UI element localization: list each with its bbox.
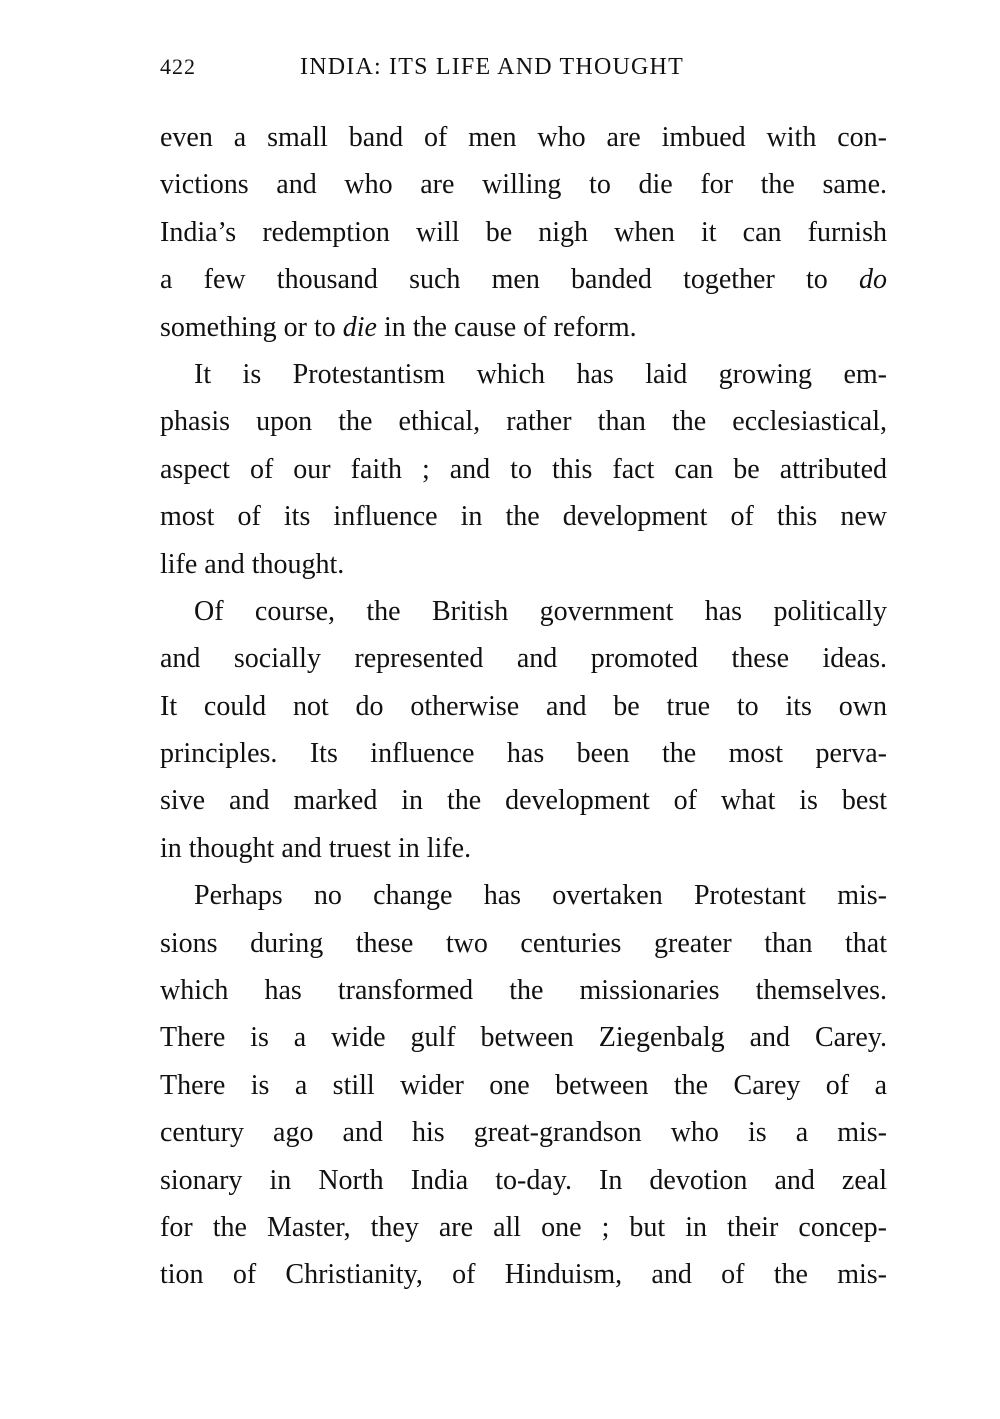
text-line: life and thought. [160,548,345,580]
text-line: a few thousand such men banded together to do [160,264,887,296]
text-line: There is a wide gulf between Ziegenbalg and Carey. [160,1022,887,1054]
paragraph [160,114,887,351]
text-line: There is a still wider one between the Carey of a [160,1069,887,1101]
text-line: and socially represented and promoted these ideas. [160,643,887,675]
paragraph [160,872,887,1299]
text-line: Perhaps no change has overtaken Protestant mis- [194,880,887,912]
text-line: for the Master, they are all one ; but in their concep- [160,1211,887,1243]
text-line: victions and who are willing to die for the same. [160,169,887,201]
text-line: phasis upon the ethical, rather than the ecclesiastical, [160,406,887,438]
text-line: something or to die in the cause of reform. [160,311,637,343]
text-line: It is Protestantism which has laid growing em- [194,358,887,390]
body-text [160,114,887,1299]
text-line: sions during these two centuries greater than that [160,927,887,959]
text-line: even a small band of men who are imbued with con- [160,122,887,153]
paragraph [160,588,887,872]
text-line: It could not do otherwise and be true to its own [160,690,887,722]
emphasis-word: die [342,311,377,343]
emphasis-word: do [859,264,887,296]
text-line: principles. Its influence has been the most perva- [160,738,887,770]
text-line: tion of Christianity, of Hinduism, and of the mis- [160,1259,887,1291]
text-line: aspect of our faith ; and to this fact can be attributed [160,453,887,485]
text-line: which has transformed the missionaries themselves. [160,975,887,1007]
text-line: in thought and truest in life. [160,832,472,864]
text-line: most of its influence in the development of this new [160,501,887,533]
text-line: century ago and his great-grandson who is a mis- [160,1117,887,1149]
running-title: INDIA: ITS LIFE AND THOUGHT [300,54,684,80]
paragraph [160,351,887,588]
running-head [160,54,890,90]
text-line: Of course, the British government has politically [194,595,887,627]
text-line: sive and marked in the development of what is best [160,785,887,817]
text-line: sionary in North India to-day. In devotion and zeal [160,1164,887,1196]
text-line: India’s redemption will be nigh when it can furnish [160,216,887,248]
page-number: 422 [160,54,196,79]
